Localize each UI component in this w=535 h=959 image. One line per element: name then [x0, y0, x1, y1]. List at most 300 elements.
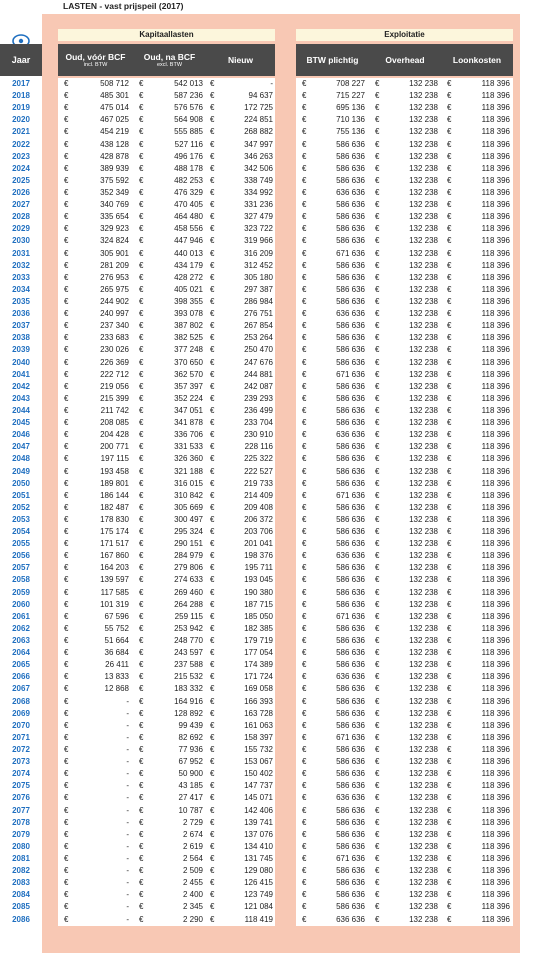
cell-currency-symbol: €: [139, 79, 144, 88]
cell-btw-plichtig: 586 636: [336, 587, 365, 597]
cell-btw-plichtig: 586 636: [336, 660, 365, 670]
cell-currency-symbol: €: [375, 745, 380, 755]
cell-currency-symbol: €: [210, 393, 215, 403]
cell-currency-symbol: €: [139, 321, 144, 331]
cell-currency-symbol: €: [64, 575, 69, 585]
cell-currency-symbol: €: [302, 514, 307, 524]
cell-oud-na-bcf: 259 115: [174, 611, 203, 621]
cell-currency-symbol: €: [139, 611, 144, 621]
cell-currency-symbol: €: [139, 817, 144, 827]
cell-jaar: 2043: [12, 393, 30, 403]
cell-currency-symbol: €: [139, 563, 144, 573]
cell-btw-plichtig: 586 636: [336, 333, 365, 343]
cell-overhead: 132 238: [409, 829, 438, 839]
cell-overhead: 132 238: [409, 599, 438, 609]
cell-overhead: 132 238: [409, 478, 438, 488]
cell-loonkosten: 118 396: [481, 163, 510, 173]
cell-currency-symbol: €: [375, 224, 380, 234]
cell-overhead: 132 238: [409, 345, 438, 355]
cell-currency-symbol: €: [375, 393, 380, 403]
cell-overhead: 132 238: [409, 551, 438, 561]
cell-currency-symbol: €: [375, 684, 380, 694]
cell-currency-symbol: €: [447, 551, 452, 561]
cell-currency-symbol: €: [64, 732, 69, 742]
cell-loonkosten: 118 396: [481, 91, 510, 101]
cell-currency-symbol: €: [210, 224, 215, 234]
cell-btw-plichtig: 671 636: [336, 369, 365, 379]
cell-oud-voor-bcf: 438 128: [100, 139, 129, 149]
column-header-nieuw-label: Nieuw: [227, 55, 254, 65]
cell-jaar: 2072: [12, 745, 30, 755]
cell-jaar: 2056: [12, 551, 30, 561]
cell-oud-voor-bcf: -: [126, 781, 129, 791]
cell-currency-symbol: €: [375, 781, 380, 791]
cell-currency-symbol: €: [447, 563, 452, 573]
cell-currency-symbol: €: [302, 551, 307, 561]
cell-loonkosten: 118 396: [481, 672, 510, 682]
cell-currency-symbol: €: [375, 272, 380, 282]
cell-currency-symbol: €: [139, 236, 144, 246]
cell-oud-na-bcf: 2 564: [182, 854, 203, 863]
cell-nieuw: 121 084: [244, 902, 273, 912]
cell-oud-na-bcf: 310 842: [174, 490, 203, 500]
cell-currency-symbol: €: [302, 793, 307, 803]
cell-currency-symbol: €: [210, 611, 215, 621]
cell-oud-na-bcf: 300 497: [174, 514, 203, 524]
table-row: [0, 308, 535, 320]
cell-currency-symbol: €: [64, 393, 69, 403]
cell-btw-plichtig: 586 636: [336, 405, 365, 415]
cell-currency-symbol: €: [447, 333, 452, 343]
table-row: [0, 526, 535, 538]
cell-currency-symbol: €: [210, 587, 215, 597]
cell-currency-symbol: €: [375, 248, 380, 258]
cell-currency-symbol: €: [302, 321, 307, 331]
cell-jaar: 2085: [12, 902, 30, 912]
cell-currency-symbol: €: [302, 890, 307, 900]
cell-currency-symbol: €: [210, 200, 215, 210]
cell-loonkosten: 118 396: [481, 309, 510, 319]
cell-loonkosten: 118 396: [481, 854, 510, 863]
cell-currency-symbol: €: [447, 769, 452, 779]
cell-currency-symbol: €: [210, 272, 215, 282]
cell-currency-symbol: €: [139, 175, 144, 185]
cell-oud-na-bcf: 587 236: [174, 91, 203, 101]
cell-currency-symbol: €: [139, 187, 144, 197]
cell-currency-symbol: €: [375, 103, 380, 113]
cell-overhead: 132 238: [409, 405, 438, 415]
cell-currency-symbol: €: [302, 212, 307, 222]
cell-btw-plichtig: 586 636: [336, 418, 365, 428]
cell-btw-plichtig: 586 636: [336, 781, 365, 791]
cell-oud-voor-bcf: 265 975: [100, 284, 129, 294]
cell-oud-voor-bcf: 178 830: [100, 514, 129, 524]
cell-currency-symbol: €: [210, 405, 215, 415]
cell-jaar: 2054: [12, 527, 30, 537]
cell-currency-symbol: €: [210, 636, 215, 646]
cell-overhead: 132 238: [409, 430, 438, 440]
cell-currency-symbol: €: [64, 696, 69, 706]
cell-nieuw: 201 041: [244, 539, 273, 549]
cell-oud-na-bcf: 237 588: [174, 660, 203, 670]
cell-jaar: 2030: [12, 236, 30, 246]
cell-currency-symbol: €: [447, 357, 452, 367]
table-row: [0, 235, 535, 247]
cell-oud-voor-bcf: 475 014: [100, 103, 129, 113]
cell-currency-symbol: €: [447, 539, 452, 549]
cell-currency-symbol: €: [375, 212, 380, 222]
cell-oud-na-bcf: 279 806: [174, 563, 203, 573]
cell-currency-symbol: €: [302, 393, 307, 403]
cell-currency-symbol: €: [64, 611, 69, 621]
cell-jaar: 2059: [12, 587, 30, 597]
column-header-oud-na-bcf: [133, 44, 206, 76]
cell-overhead: 132 238: [409, 369, 438, 379]
cell-loonkosten: 118 396: [481, 345, 510, 355]
cell-currency-symbol: €: [210, 466, 215, 476]
cell-btw-plichtig: 586 636: [336, 575, 365, 585]
cell-currency-symbol: €: [210, 345, 215, 355]
cell-nieuw: 222 527: [244, 466, 273, 476]
cell-nieuw: 153 067: [244, 757, 273, 767]
cell-btw-plichtig: 586 636: [336, 817, 365, 827]
cell-currency-symbol: €: [447, 527, 452, 537]
cell-btw-plichtig: 586 636: [336, 260, 365, 270]
cell-oud-voor-bcf: 244 902: [100, 296, 129, 306]
cell-currency-symbol: €: [447, 636, 452, 646]
cell-currency-symbol: €: [375, 611, 380, 621]
cell-btw-plichtig: 586 636: [336, 502, 365, 512]
cell-currency-symbol: €: [139, 902, 144, 912]
table-row: [0, 780, 535, 792]
cell-jaar: 2078: [12, 817, 30, 827]
cell-nieuw: 214 409: [244, 490, 273, 500]
cell-nieuw: 161 063: [244, 720, 273, 730]
cell-currency-symbol: €: [302, 575, 307, 585]
cell-oud-voor-bcf: 167 860: [100, 551, 129, 561]
cell-oud-voor-bcf: -: [126, 841, 129, 851]
cell-currency-symbol: €: [302, 248, 307, 258]
cell-currency-symbol: €: [375, 805, 380, 815]
cell-btw-plichtig: 586 636: [336, 878, 365, 888]
cell-currency-symbol: €: [447, 248, 452, 258]
cell-oud-voor-bcf: 101 319: [100, 599, 129, 609]
cell-currency-symbol: €: [64, 527, 69, 537]
cell-jaar: 2058: [12, 575, 30, 585]
column-header-oud-na-sub: excl. BTW: [156, 61, 183, 68]
cell-loonkosten: 118 396: [481, 502, 510, 512]
cell-overhead: 132 238: [409, 587, 438, 597]
cell-jaar: 2035: [12, 296, 30, 306]
cell-currency-symbol: €: [210, 660, 215, 670]
cell-nieuw: 228 116: [244, 442, 273, 452]
cell-oud-na-bcf: 264 288: [174, 599, 203, 609]
cell-overhead: 132 238: [409, 720, 438, 730]
table-row: [0, 139, 535, 151]
cell-currency-symbol: €: [64, 720, 69, 730]
cell-currency-symbol: €: [447, 623, 452, 633]
cell-currency-symbol: €: [210, 890, 215, 900]
cell-currency-symbol: €: [139, 478, 144, 488]
cell-currency-symbol: €: [210, 381, 215, 391]
cell-currency-symbol: €: [210, 684, 215, 694]
cell-loonkosten: 118 396: [481, 599, 510, 609]
cell-oud-na-bcf: 2 345: [182, 902, 203, 912]
cell-currency-symbol: €: [139, 502, 144, 512]
cell-loonkosten: 118 396: [481, 611, 510, 621]
cell-currency-symbol: €: [302, 272, 307, 282]
cell-currency-symbol: €: [302, 357, 307, 367]
cell-currency-symbol: €: [210, 841, 215, 851]
column-header-nieuw: [206, 44, 275, 76]
cell-currency-symbol: €: [64, 672, 69, 682]
cell-currency-symbol: €: [302, 430, 307, 440]
cell-nieuw: 242 087: [244, 381, 273, 391]
cell-currency-symbol: €: [210, 490, 215, 500]
cell-nieuw: 126 415: [244, 878, 273, 888]
cell-jaar: 2055: [12, 539, 30, 549]
cell-loonkosten: 118 396: [481, 781, 510, 791]
cell-oud-voor-bcf: -: [126, 696, 129, 706]
cell-jaar: 2019: [12, 103, 30, 113]
cell-currency-symbol: €: [139, 696, 144, 706]
table-row: [0, 369, 535, 381]
cell-oud-na-bcf: 2 729: [182, 817, 203, 827]
cell-overhead: 132 238: [409, 236, 438, 246]
cell-nieuw: 276 751: [244, 309, 273, 319]
cell-currency-symbol: €: [302, 418, 307, 428]
cell-oud-voor-bcf: 204 428: [100, 430, 129, 440]
cell-currency-symbol: €: [375, 442, 380, 452]
cell-overhead: 132 238: [409, 357, 438, 367]
cell-currency-symbol: €: [302, 478, 307, 488]
table-row: [0, 332, 535, 344]
cell-currency-symbol: €: [64, 563, 69, 573]
table-row: [0, 417, 535, 429]
cell-nieuw: -: [270, 79, 273, 88]
table-row: [0, 574, 535, 586]
cell-currency-symbol: €: [302, 720, 307, 730]
cell-loonkosten: 118 396: [481, 381, 510, 391]
column-header-loonkosten: [441, 44, 513, 76]
cell-currency-symbol: €: [210, 369, 215, 379]
cell-currency-symbol: €: [302, 309, 307, 319]
cell-btw-plichtig: 636 636: [336, 430, 365, 440]
cell-currency-symbol: €: [64, 502, 69, 512]
cell-btw-plichtig: 586 636: [336, 478, 365, 488]
cell-currency-symbol: €: [302, 405, 307, 415]
cell-currency-symbol: €: [302, 260, 307, 270]
cell-btw-plichtig: 586 636: [336, 745, 365, 755]
cell-currency-symbol: €: [64, 103, 69, 113]
cell-currency-symbol: €: [447, 127, 452, 137]
cell-oud-na-bcf: 362 570: [174, 369, 203, 379]
cell-currency-symbol: €: [64, 841, 69, 851]
cell-oud-na-bcf: 382 525: [174, 333, 203, 343]
cell-currency-symbol: €: [139, 442, 144, 452]
cell-overhead: 132 238: [409, 260, 438, 270]
cell-overhead: 132 238: [409, 91, 438, 101]
cell-currency-symbol: €: [139, 91, 144, 101]
cell-loonkosten: 118 396: [481, 817, 510, 827]
cell-currency-symbol: €: [64, 599, 69, 609]
cell-oud-voor-bcf: -: [126, 745, 129, 755]
cell-currency-symbol: €: [210, 296, 215, 306]
cell-currency-symbol: €: [302, 151, 307, 161]
cell-currency-symbol: €: [210, 357, 215, 367]
table-row: [0, 865, 535, 877]
cell-currency-symbol: €: [64, 91, 69, 101]
cell-currency-symbol: €: [64, 781, 69, 791]
cell-oud-na-bcf: 352 224: [174, 393, 203, 403]
cell-currency-symbol: €: [139, 200, 144, 210]
cell-nieuw: 253 264: [244, 333, 273, 343]
cell-oud-na-bcf: 555 885: [174, 127, 203, 137]
cell-currency-symbol: €: [64, 151, 69, 161]
cell-currency-symbol: €: [210, 672, 215, 682]
cell-oud-voor-bcf: 281 209: [100, 260, 129, 270]
cell-oud-na-bcf: 164 916: [174, 696, 203, 706]
cell-nieuw: 142 406: [244, 805, 273, 815]
cell-overhead: 132 238: [409, 732, 438, 742]
table-row: [0, 381, 535, 393]
table-row: [0, 889, 535, 901]
cell-currency-symbol: €: [375, 478, 380, 488]
cell-jaar: 2046: [12, 430, 30, 440]
cell-jaar: 2074: [12, 769, 30, 779]
cell-nieuw: 346 263: [244, 151, 273, 161]
cell-oud-voor-bcf: -: [126, 720, 129, 730]
table-row: [0, 562, 535, 574]
cell-btw-plichtig: 586 636: [336, 829, 365, 839]
cell-currency-symbol: €: [64, 248, 69, 258]
cell-currency-symbol: €: [210, 866, 215, 876]
table-row: [0, 720, 535, 732]
cell-loonkosten: 118 396: [481, 466, 510, 476]
cell-currency-symbol: €: [302, 527, 307, 537]
cell-oud-na-bcf: 248 770: [174, 636, 203, 646]
cell-oud-voor-bcf: 55 752: [104, 623, 129, 633]
table-row: [0, 853, 535, 865]
cell-currency-symbol: €: [302, 841, 307, 851]
cell-btw-plichtig: 671 636: [336, 732, 365, 742]
cell-btw-plichtig: 710 136: [336, 115, 365, 125]
cell-currency-symbol: €: [447, 672, 452, 682]
cell-currency-symbol: €: [447, 430, 452, 440]
cell-btw-plichtig: 586 636: [336, 296, 365, 306]
cell-currency-symbol: €: [375, 502, 380, 512]
cell-oud-voor-bcf: 485 301: [100, 91, 129, 101]
table-row: [0, 744, 535, 756]
cell-currency-symbol: €: [210, 757, 215, 767]
table-row: [0, 272, 535, 284]
cell-jaar: 2051: [12, 490, 30, 500]
cell-currency-symbol: €: [210, 79, 215, 88]
table-row: [0, 478, 535, 490]
cell-currency-symbol: €: [375, 369, 380, 379]
cell-loonkosten: 118 396: [481, 660, 510, 670]
cell-currency-symbol: €: [447, 611, 452, 621]
cell-jaar: 2036: [12, 309, 30, 319]
cell-currency-symbol: €: [302, 103, 307, 113]
cell-oud-na-bcf: 321 188: [174, 466, 203, 476]
cell-currency-symbol: €: [447, 478, 452, 488]
cell-currency-symbol: €: [302, 611, 307, 621]
cell-oud-voor-bcf: 352 349: [100, 187, 129, 197]
cell-btw-plichtig: 636 636: [336, 551, 365, 561]
cell-currency-symbol: €: [139, 345, 144, 355]
cell-oud-voor-bcf: 193 458: [100, 466, 129, 476]
cell-currency-symbol: €: [375, 648, 380, 658]
cell-currency-symbol: €: [210, 478, 215, 488]
cell-nieuw: 312 452: [244, 260, 273, 270]
cell-currency-symbol: €: [64, 745, 69, 755]
cell-oud-voor-bcf: 375 592: [100, 175, 129, 185]
cell-currency-symbol: €: [375, 720, 380, 730]
cell-oud-voor-bcf: 51 664: [104, 636, 129, 646]
cell-overhead: 132 238: [409, 514, 438, 524]
cell-btw-plichtig: 586 636: [336, 163, 365, 173]
cell-nieuw: 137 076: [244, 829, 273, 839]
cell-overhead: 132 238: [409, 466, 438, 476]
cell-oud-na-bcf: 405 021: [174, 284, 203, 294]
cell-btw-plichtig: 671 636: [336, 490, 365, 500]
cell-overhead: 132 238: [409, 187, 438, 197]
data-table: [0, 78, 535, 926]
table-row: [0, 296, 535, 308]
cell-currency-symbol: €: [375, 430, 380, 440]
table-row: [0, 223, 535, 235]
table-row: [0, 248, 535, 260]
cell-overhead: 132 238: [409, 696, 438, 706]
cell-loonkosten: 118 396: [481, 478, 510, 488]
cell-oud-voor-bcf: 340 769: [100, 200, 129, 210]
cell-oud-voor-bcf: 186 144: [100, 490, 129, 500]
cell-oud-voor-bcf: 237 340: [100, 321, 129, 331]
cell-currency-symbol: €: [210, 212, 215, 222]
cell-currency-symbol: €: [447, 115, 452, 125]
table-row: [0, 211, 535, 223]
cell-currency-symbol: €: [447, 466, 452, 476]
cell-btw-plichtig: 586 636: [336, 902, 365, 912]
cell-oud-voor-bcf: 230 026: [100, 345, 129, 355]
table-row: [0, 199, 535, 211]
cell-overhead: 132 238: [409, 175, 438, 185]
cell-currency-symbol: €: [375, 333, 380, 343]
table-row: [0, 126, 535, 138]
cell-currency-symbol: €: [210, 103, 215, 113]
table-row: [0, 841, 535, 853]
cell-currency-symbol: €: [210, 442, 215, 452]
cell-currency-symbol: €: [447, 418, 452, 428]
cell-currency-symbol: €: [139, 854, 144, 863]
cell-currency-symbol: €: [210, 623, 215, 633]
cell-oud-na-bcf: 527 116: [174, 139, 203, 149]
cell-oud-na-bcf: 295 324: [174, 527, 203, 537]
cell-jaar: 2047: [12, 442, 30, 452]
cell-currency-symbol: €: [375, 708, 380, 718]
cell-currency-symbol: €: [302, 284, 307, 294]
table-row: [0, 683, 535, 695]
table-row: [0, 405, 535, 417]
cell-currency-symbol: €: [210, 454, 215, 464]
cell-currency-symbol: €: [139, 430, 144, 440]
cell-oud-na-bcf: 274 633: [174, 575, 203, 585]
cell-oud-voor-bcf: 222 712: [100, 369, 129, 379]
cell-jaar: 2032: [12, 260, 30, 270]
cell-overhead: 132 238: [409, 684, 438, 694]
table-row: [0, 768, 535, 780]
